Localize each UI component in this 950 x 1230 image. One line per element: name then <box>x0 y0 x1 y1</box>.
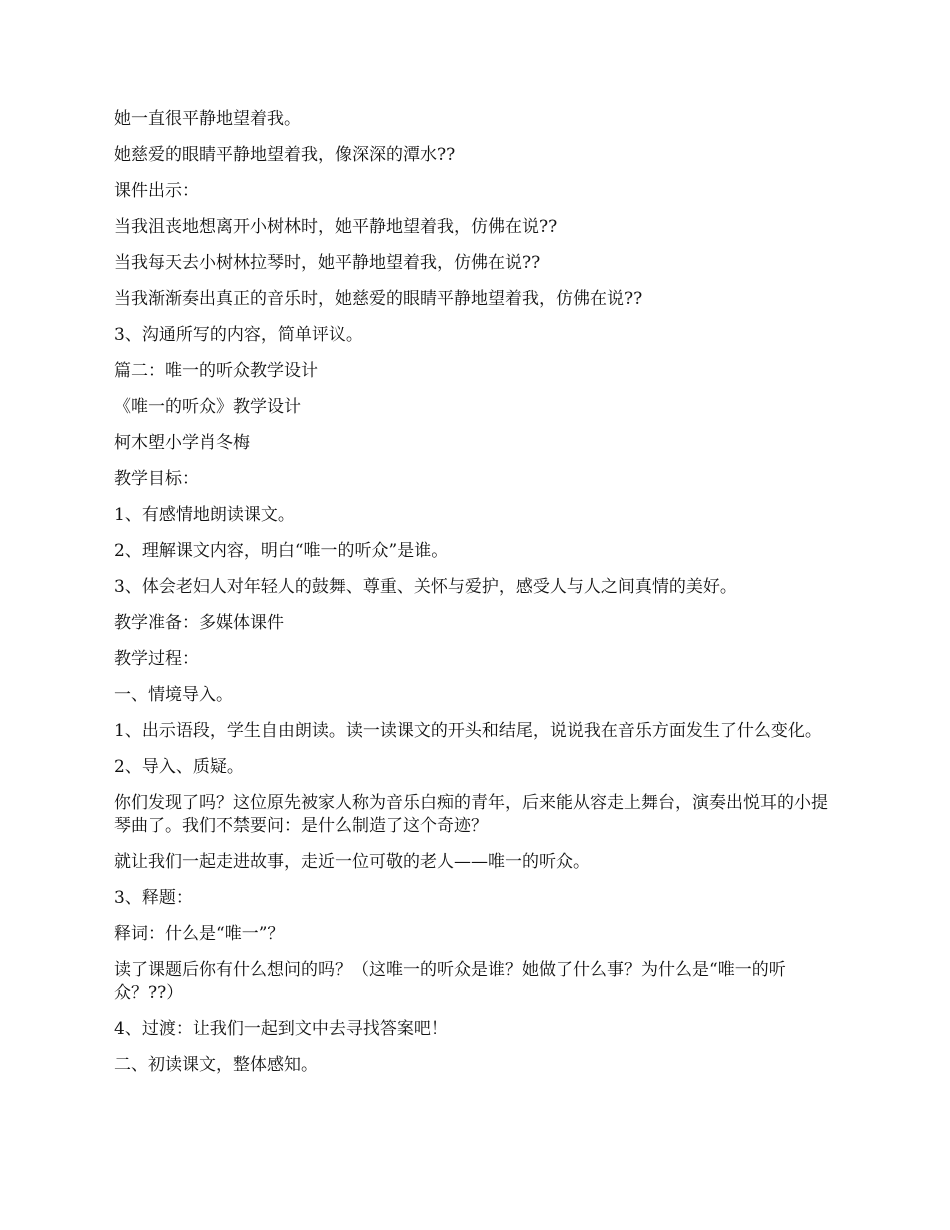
paragraph: 她一直很平静地望着我。 <box>114 109 301 129</box>
author-line: 柯木塱小学肖冬梅 <box>114 433 250 453</box>
paragraph: 当我沮丧地想离开小树林时，她平静地望着我，仿佛在说?? <box>114 217 558 237</box>
paragraph: 她慈爱的眼睛平静地望着我，像深深的潭水?? <box>114 145 456 165</box>
paragraph: 二、初读课文，整体感知。 <box>114 1055 318 1075</box>
document-body <box>114 108 836 1090</box>
paragraph: 4、过渡：让我们一起到文中去寻找答案吧！ <box>114 1019 448 1039</box>
paragraph: 读了课题后你有什么想问的吗？（这唯一的听众是谁？她做了什么事？为什么是“唯一的听众？??） <box>114 960 786 1003</box>
paragraph: 2、导入、质疑。 <box>114 757 244 777</box>
paragraph: 3、体会老妇人对年轻人的鼓舞、尊重、关怀与爱护，感受人与人之间真情的美好。 <box>114 577 737 597</box>
paragraph: 课件出示： <box>114 181 199 201</box>
paragraph: 教学准备：多媒体课件 <box>114 613 284 633</box>
paragraph: 教学过程： <box>114 649 199 669</box>
paragraph: 释词：什么是“唯一”？ <box>114 924 285 944</box>
paragraph: 教学目标： <box>114 469 199 489</box>
paragraph: 2、理解课文内容，明白“唯一的听众”是谁。 <box>114 541 449 561</box>
paragraph: 一、情境导入。 <box>114 685 233 705</box>
paragraph: 1、有感情地朗读课文。 <box>114 505 295 525</box>
section-heading: 篇二：唯一的听众教学设计 <box>114 361 318 381</box>
paragraph: 当我每天去小树林拉琴时，她平静地望着我，仿佛在说?? <box>114 253 541 273</box>
paragraph: 3、沟通所写的内容，简单评议。 <box>114 325 363 345</box>
paragraph: 3、释题： <box>114 888 193 908</box>
paragraph: 1、出示语段，学生自由朗读。读一读课文的开头和结尾，说说我在音乐方面发生了什么变化。 <box>114 721 822 741</box>
paragraph: 就让我们一起走进故事，走近一位可敬的老人——唯一的听众。 <box>114 852 590 872</box>
document-title: 《唯一的听众》教学设计 <box>114 397 301 417</box>
paragraph: 你们发现了吗？这位原先被家人称为音乐白痴的青年，后来能从容走上舞台，演奏出悦耳的小提琴曲了。我们不禁要问：是什么制造了这个奇迹？ <box>114 793 828 836</box>
paragraph: 当我渐渐奏出真正的音乐时，她慈爱的眼睛平静地望着我，仿佛在说?? <box>114 289 643 309</box>
